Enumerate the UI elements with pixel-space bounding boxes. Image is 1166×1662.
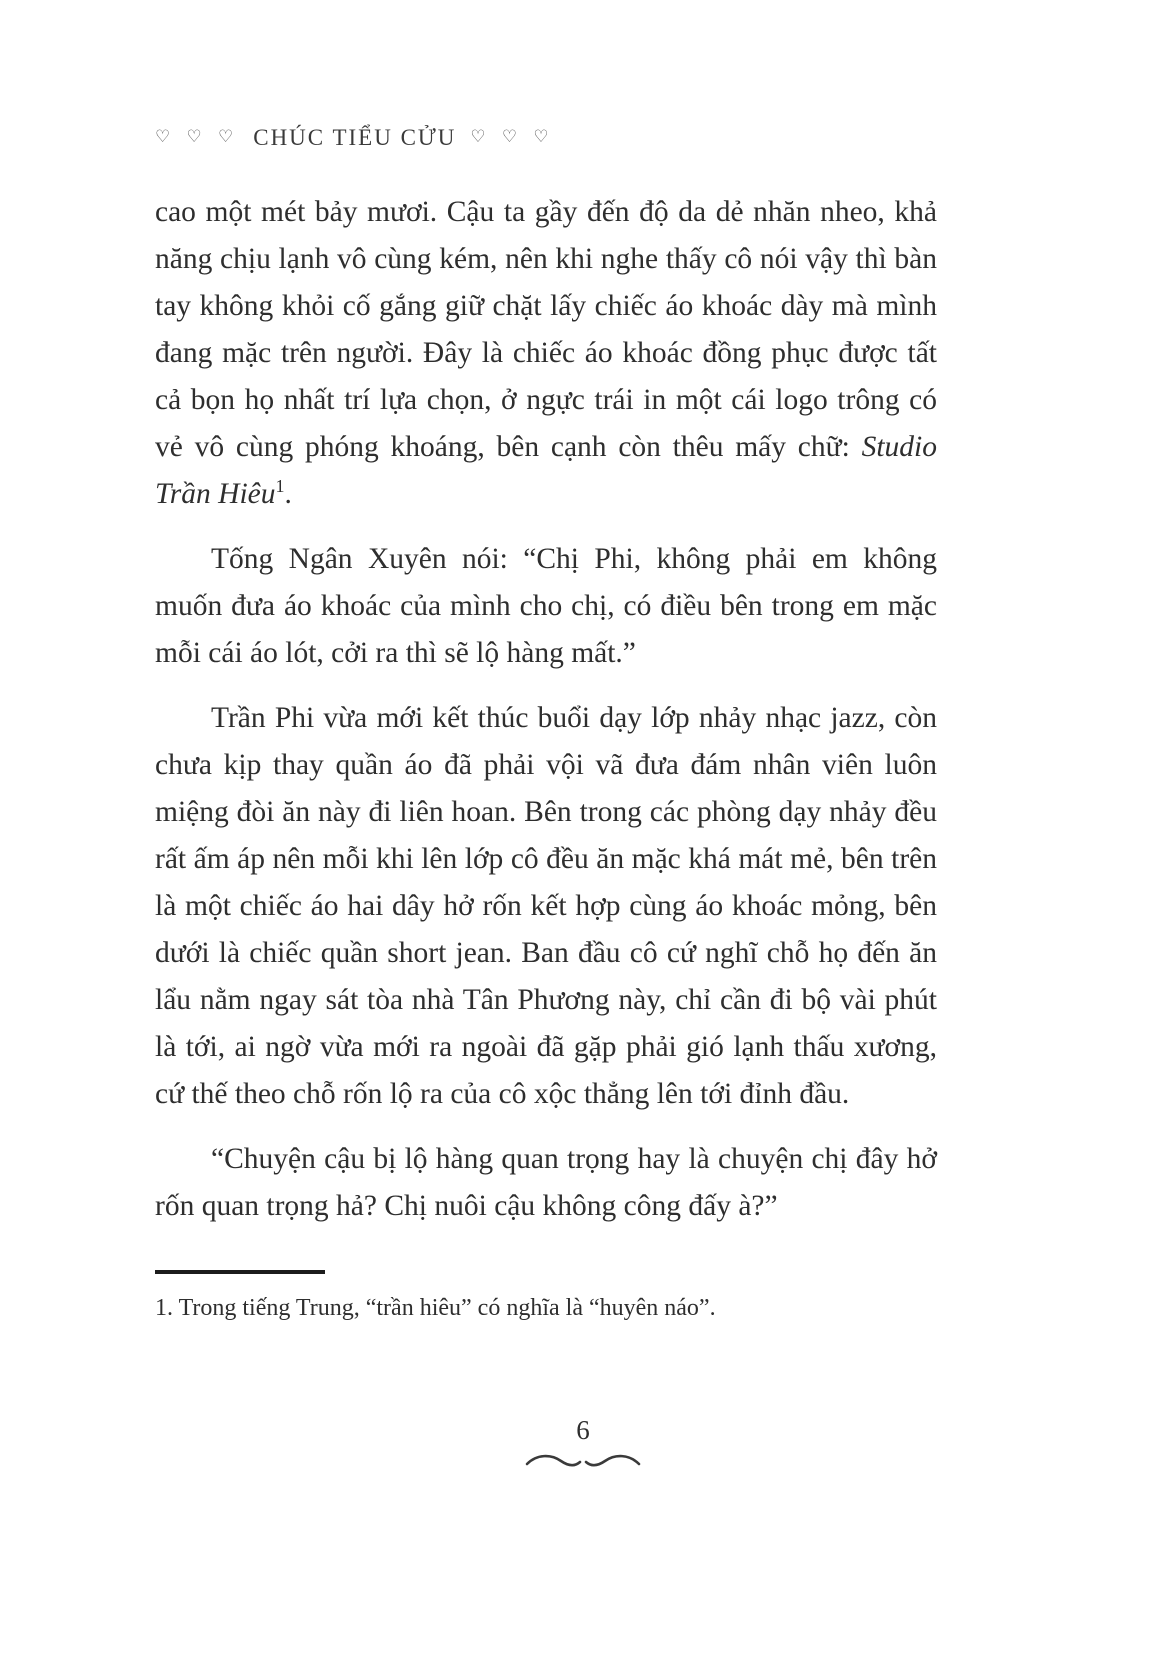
header-ornament-left: ♡ ♡ ♡ bbox=[155, 127, 240, 146]
text-column bbox=[155, 125, 937, 1324]
footnote-reference: 1 bbox=[275, 476, 285, 497]
header-ornament-right: ♡ ♡ ♡ bbox=[470, 127, 555, 146]
paragraph-1 bbox=[155, 189, 937, 518]
flourish-icon bbox=[523, 1448, 643, 1474]
running-header-title: CHÚC TIỂU CỬU bbox=[253, 125, 457, 150]
page-footer bbox=[0, 1415, 1166, 1474]
footnote-block bbox=[155, 1270, 937, 1324]
paragraph-1-end: . bbox=[284, 478, 292, 510]
paragraph-1-text: cao một mét bảy mươi. Cậu ta gầy đến độ da dẻ nhăn nheo, khả năng chịu lạnh vô cùng kém, nên khi nghe thấy cô nói vậy thì bàn tay không khỏi cố gắng giữ chặt lấy chiếc áo khoác dày mà mình đang mặc trên người. Đây là chiếc áo khoác đồng phục được tất cả bọn họ nhất trí lựa chọn, ở ngực trái in một cái logo trông có vẻ vô cùng phóng khoáng, bên cạnh còn thêu mấy chữ: bbox=[155, 196, 937, 463]
footnote-divider bbox=[155, 1270, 325, 1274]
paragraph-3: Trần Phi vừa mới kết thúc buổi dạy lớp nhảy nhạc jazz, còn chưa kịp thay quần áo đã phải vội vã đưa đám nhân viên luôn miệng đòi ăn này đi liên hoan. Bên trong các phòng dạy nhảy đều rất ấm áp nên mỗi khi lên lớp cô đều ăn mặc khá mát mẻ, bên trên là một chiếc áo hai dây hở rốn kết hợp cùng áo khoác mỏng, bên dưới là chiếc quần short jean. Ban đầu cô cứ nghĩ chỗ họ đến ăn lẩu nằm ngay sát tòa nhà Tân Phương này, chỉ cần đi bộ vài phút là tới, ai ngờ vừa mới ra ngoài đã gặp phải gió lạnh thấu xương, cứ thế theo chỗ rốn lộ ra của cô xộc thẳng lên tới đỉnh đầu. bbox=[155, 702, 937, 1110]
running-header bbox=[155, 125, 937, 151]
body-text bbox=[155, 189, 937, 1230]
paragraph-2: Tống Ngân Xuyên nói: “Chị Phi, không phải em không muốn đưa áo khoác của mình cho chị, có điều bên trong em mặc mỗi cái áo lót, cởi ra thì sẽ lộ hàng mất.” bbox=[155, 543, 937, 669]
footnote-text: 1. Trong tiếng Trung, “trần hiêu” có nghĩa là “huyên náo”. bbox=[155, 1295, 716, 1321]
paragraph-4: “Chuyện cậu bị lộ hàng quan trọng hay là chuyện chị đây hở rốn quan trọng hả? Chị nuôi cậu không công đấy à?” bbox=[155, 1143, 937, 1222]
page-number: 6 bbox=[576, 1415, 590, 1445]
paragraph-1-italic: Studio Trần Hiêu bbox=[155, 431, 937, 510]
